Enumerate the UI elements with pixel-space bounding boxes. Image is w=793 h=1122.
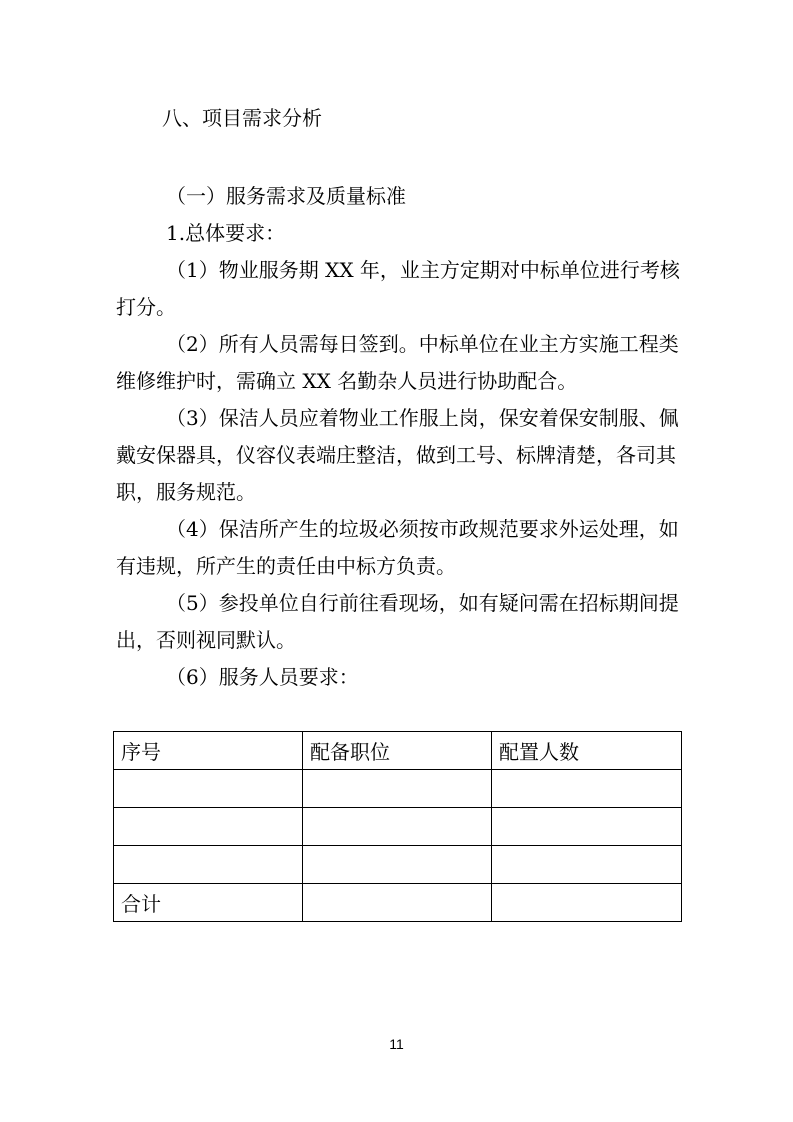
header-position: 配备职位 [303, 732, 492, 770]
table-cell [492, 846, 682, 884]
body-text [116, 178, 682, 696]
table-header-row [114, 732, 682, 770]
subsection-title: （一）服务需求及质量标准 [166, 184, 406, 208]
table-cell [303, 846, 492, 884]
requirement-paragraph: （4）保洁所产生的垃圾必须按市政规范要求外运处理，如有违规，所产生的责任由中标方负责。 [116, 517, 679, 578]
table-row [114, 770, 682, 808]
table-cell [492, 884, 682, 922]
requirement-paragraph: （1）物业服务期 XX 年，业主方定期对中标单位进行考核打分。 [116, 258, 680, 319]
table-cell [492, 808, 682, 846]
requirement-paragraph: （2）所有人员需每日签到。中标单位在业主方实施工程类维修维护时，需确立 XX 名勤杂人员进行协助配合。 [116, 332, 679, 393]
requirement-paragraph: （6）服务人员要求： [166, 665, 359, 689]
header-headcount: 配置人数 [492, 732, 682, 770]
section-title: 八、项目需求分析 [162, 106, 322, 130]
table-cell [303, 884, 492, 922]
requirement-paragraph: （3）保洁人员应着物业工作服上岗，保安着保安制服、佩戴安保器具，仪容仪表端庄整洁，做到工号、标牌清楚，各司其职，服务规范。 [116, 406, 679, 504]
page-number: 11 [389, 1036, 404, 1052]
table-cell [114, 808, 303, 846]
table-cell [492, 770, 682, 808]
requirement-paragraph: （5）参投单位自行前往看现场，如有疑问需在招标期间提出，否则视同默认。 [116, 591, 679, 652]
header-serial-number: 序号 [114, 732, 303, 770]
total-label-cell: 合计 [114, 884, 303, 922]
staffing-table [113, 731, 682, 922]
table-total-row [114, 884, 682, 922]
table-cell [303, 770, 492, 808]
table-cell [303, 808, 492, 846]
table-cell [114, 770, 303, 808]
table-row [114, 808, 682, 846]
item-heading: 1.总体要求： [166, 221, 286, 245]
table-row [114, 846, 682, 884]
table-cell [114, 846, 303, 884]
